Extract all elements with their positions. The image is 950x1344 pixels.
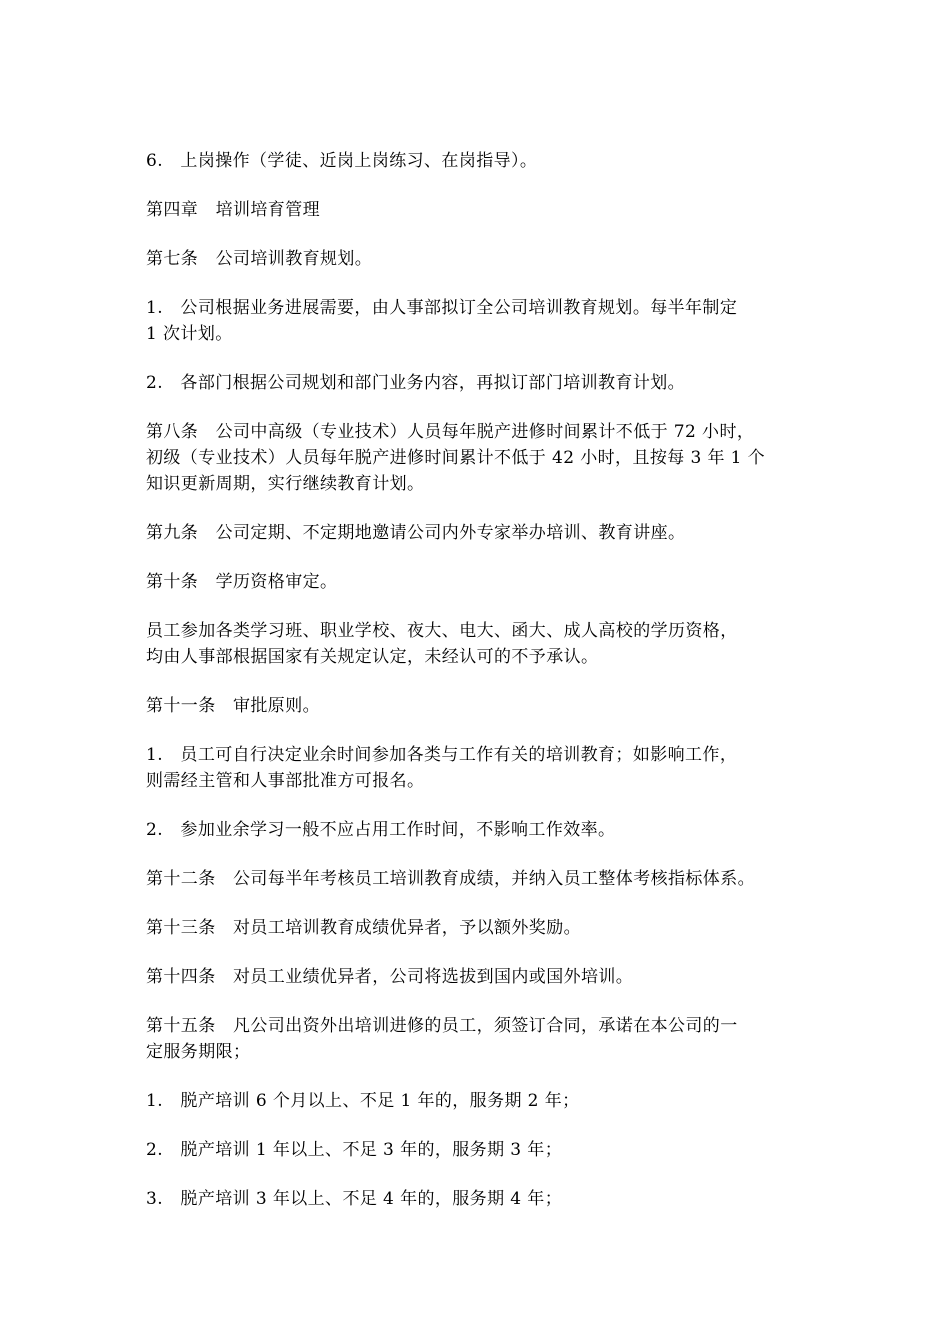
- article-7-heading: [146, 246, 816, 272]
- document-page: [146, 148, 816, 1235]
- text-line: 2. 脱产培训 1 年以上、不足 3 年的，服务期 3 年；: [146, 1140, 563, 1160]
- paragraph-article-15-item-2: [146, 1137, 816, 1163]
- text-line: 6. 上岗操作（学徒、近岗上岗练习、在岗指导）。: [146, 151, 538, 171]
- paragraph-article-7-item-1: [146, 295, 816, 347]
- text-line: 第七条 公司培训教育规划。: [146, 249, 373, 269]
- text-line: 第十四条 对员工业绩优异者，公司将选拔到国内或国外培训。: [146, 967, 634, 987]
- paragraph-article-15-item-1: [146, 1088, 816, 1114]
- text-line: 2. 各部门根据公司规划和部门业务内容，再拟订部门培训教育计划。: [146, 373, 686, 393]
- paragraph-item-6-onboarding: [146, 148, 816, 174]
- text-line: 1. 脱产培训 6 个月以上、不足 1 年的，服务期 2 年；: [146, 1091, 580, 1111]
- text-line: 第十三条 对员工培训教育成绩优异者，予以额外奖励。: [146, 918, 581, 938]
- paragraph-article-10-body: [146, 618, 816, 670]
- text-line: 员工参加各类学习班、职业学校、夜大、电大、函大、成人高校的学历资格，: [146, 621, 738, 641]
- text-line: 均由人事部根据国家有关规定认定，未经认可的不予承认。: [146, 647, 599, 667]
- text-line: 1. 公司根据业务进展需要，由人事部拟订全公司培训教育规划。每半年制定: [146, 298, 738, 318]
- text-line: 定服务期限；: [146, 1042, 251, 1062]
- paragraph-article-7-item-2: [146, 370, 816, 396]
- text-line: 第八条 公司中高级（专业技术）人员每年脱产进修时间累计不低于 72 小时，: [146, 422, 755, 442]
- article-13: [146, 915, 816, 941]
- text-line: 则需经主管和人事部批准方可报名。: [146, 771, 425, 791]
- text-line: 第九条 公司定期、不定期地邀请公司内外专家举办培训、教育讲座。: [146, 523, 686, 543]
- text-line: 知识更新周期，实行继续教育计划。: [146, 474, 425, 494]
- paragraph-article-11-item-2: [146, 817, 816, 843]
- text-line: 第四章 培训培育管理: [146, 200, 320, 220]
- article-12: [146, 866, 816, 892]
- text-line: 3. 脱产培训 3 年以上、不足 4 年的，服务期 4 年；: [146, 1189, 563, 1209]
- text-line: 2. 参加业余学习一般不应占用工作时间，不影响工作效率。: [146, 820, 616, 840]
- article-11-heading: [146, 693, 816, 719]
- article-14: [146, 964, 816, 990]
- text-line: 第十五条 凡公司出资外出培训进修的员工，须签订合同，承诺在本公司的一: [146, 1016, 738, 1036]
- text-line: 1. 员工可自行决定业余时间参加各类与工作有关的培训教育；如影响工作，: [146, 745, 738, 765]
- text-line: 初级（专业技术）人员每年脱产进修时间累计不低于 42 小时，且按每 3 年 1 个: [146, 448, 766, 468]
- article-10-heading: [146, 569, 816, 595]
- text-line: 第十一条 审批原则。: [146, 696, 320, 716]
- article-9: [146, 520, 816, 546]
- paragraph-article-15-item-3: [146, 1186, 816, 1212]
- article-8: [146, 419, 816, 497]
- article-15: [146, 1013, 816, 1065]
- text-line: 第十二条 公司每半年考核员工培训教育成绩，并纳入员工整体考核指标体系。: [146, 869, 755, 889]
- chapter-heading-4: [146, 197, 816, 223]
- text-line: 第十条 学历资格审定。: [146, 572, 338, 592]
- text-line: 1 次计划。: [146, 324, 233, 344]
- paragraph-article-11-item-1: [146, 742, 816, 794]
